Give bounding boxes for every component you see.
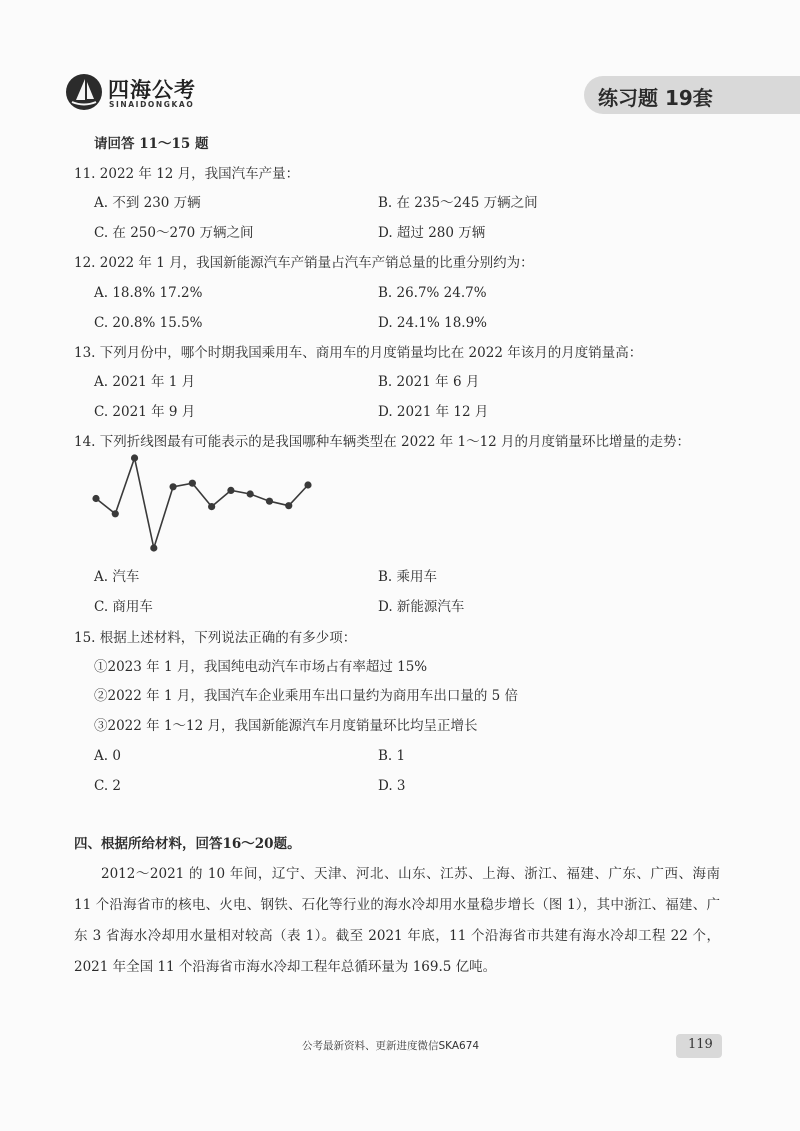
q13-option-c: C. 2021 年 9 月 [94,404,196,420]
q11-option-c: C. 在 250～270 万辆之间 [94,225,254,241]
q12-option-a: A. 18.8% 17.2% [94,285,203,301]
q14-stem: 14. 下列折线图最有可能表示的是我国哪种车辆类型在 2022 年 1～12 月的月度销量环比增量的走势： [74,434,691,450]
publisher-logo [64,72,196,118]
data-point-9 [247,490,254,497]
data-point-2 [112,510,119,517]
q14-option-b: B. 乘用车 [378,569,438,585]
data-point-10 [266,498,273,505]
q13-option-d: D. 2021 年 12 月 [378,404,489,420]
page-number-tab [676,1034,722,1058]
q11-option-d: D. 超过 280 万辆 [378,225,486,241]
q14-option-c: C. 商用车 [94,599,153,615]
q15-statement-3: ③2022 年 1～12 月，我国新能源汽车月度销量环比均呈正增长 [94,718,478,734]
q13-option-b: B. 2021 年 6 月 [378,374,480,390]
set-title-tab [584,76,800,114]
section-4-heading: 四、根据所给材料，回答16～20题。 [74,836,301,852]
question-intro: 请回答 11～15 题 [94,136,209,152]
q14-option-d: D. 新能源汽车 [378,599,465,615]
data-point-5 [169,483,176,490]
section-4-material: 2012～2021 的 10 年间，辽宁、天津、河北、山东、江苏、上海、浙江、福建、广东、广西、海南 11 个沿海省市的核电、火电、钢铁、石化等行业的海水冷却用水量稳步增长（图 1），其中浙江、福建、广东 3 省海水冷却用水量相对较高（表 1）。截至 2021 年底，11 个沿海省市共建有海水冷却工程 22 个，2021 年全国 11 个沿海省市海水冷却工程年总循环量为 169.5 亿吨。 [74,866,720,975]
q14-option-a: A. 汽车 [94,569,140,585]
q15-statement-2: ②2022 年 1 月，我国汽车企业乘用车出口量约为商用车出口量的 5 倍 [94,688,518,704]
q15-statement-1: ①2023 年 1 月，我国纯电动汽车市场占有率超过 15% [94,659,428,675]
q11-stem: 11. 2022 年 12 月，我国汽车产量： [74,166,300,182]
q11-option-a: A. 不到 230 万辆 [94,195,201,211]
data-point-11 [285,502,292,509]
set-title: 练习题 19套 [598,86,713,110]
monthly-change-line-chart [84,448,320,558]
q13-stem: 13. 下列月份中，哪个时期我国乘用车、商用车的月度销量均比在 2022 年该月的月度销量高： [74,345,643,361]
data-point-6 [189,480,196,487]
q12-option-c: C. 20.8% 15.5% [94,315,203,331]
data-point-4 [150,544,157,551]
trend-line [96,458,308,548]
q12-option-b: B. 26.7% 24.7% [378,285,487,301]
q15-option-a: A. 0 [94,748,121,764]
q12-stem: 12. 2022 年 1 月，我国新能源汽车产销量占汽车产销总量的比重分别约为： [74,255,534,271]
data-point-8 [227,487,234,494]
q13-option-a: A. 2021 年 1 月 [94,374,196,390]
data-point-12 [304,481,311,488]
q15-option-d: D. 3 [378,778,406,794]
q11-option-b: B. 在 235～245 万辆之间 [378,195,538,211]
q15-stem: 15. 根据上述材料，下列说法正确的有多少项： [74,630,357,646]
data-point-1 [92,495,99,502]
q15-option-b: B. 1 [378,748,406,764]
q12-option-d: D. 24.1% 18.9% [378,315,487,331]
data-point-7 [208,503,215,510]
page-number: 119 [688,1037,713,1052]
sailboat-logo-icon [64,72,104,112]
logo-text-cn: 四海公考 [108,78,196,102]
q15-option-c: C. 2 [94,778,122,794]
data-point-3 [131,454,138,461]
footer-note: 公考最新资料、更新进度微信SKA674 [302,1040,480,1052]
logo-text-en: SINAIDONGKAO [109,100,195,109]
